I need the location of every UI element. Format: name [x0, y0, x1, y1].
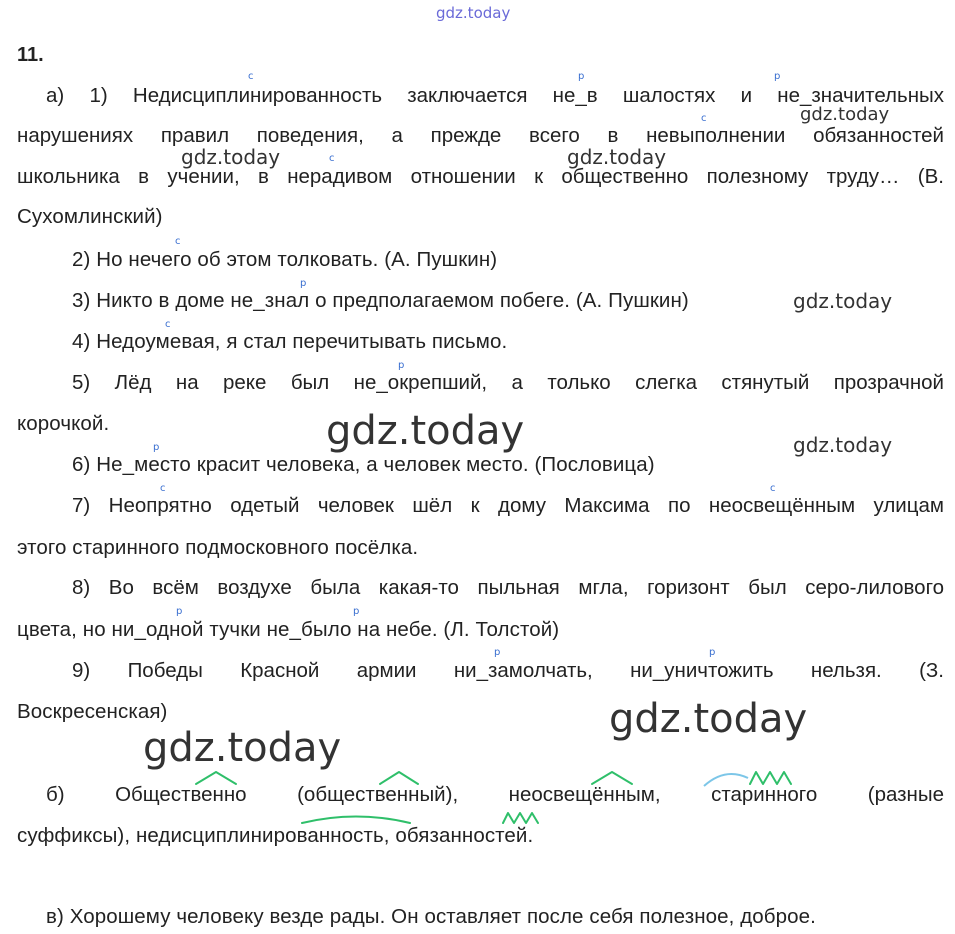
watermark: gdz.today — [800, 104, 890, 125]
ending-mark — [503, 813, 538, 823]
mark-s: с — [248, 71, 254, 82]
sentence-3: 3) Никто в доме не_знал о предполагаемом побеге. (А. Пушкин) — [72, 289, 689, 312]
mark-r: р — [176, 606, 183, 617]
sentence-8-line-1: 8) Во всём воздухе была какая-то пыльная мгла, горизонт был серо-лилового — [72, 576, 944, 599]
mark-r: р — [494, 647, 501, 658]
mark-r: р — [153, 442, 160, 453]
part-b-line-1: б) Общественно (общественный), неосвещённым, старинного (разные — [46, 783, 944, 806]
suffix-mark — [302, 817, 410, 824]
sentence-2: 2) Но нечего об этом толковать. (А. Пушкин) — [72, 248, 498, 271]
mark-r: р — [709, 647, 716, 658]
watermark: gdz.today — [793, 433, 893, 457]
watermark: gdz.today — [143, 725, 342, 771]
mark-r: р — [774, 71, 781, 82]
watermark: gdz.today — [436, 4, 511, 22]
sentence-8-line-2: цвета, но ни_одной тучки не_было на небе. (Л. Толстой) — [17, 618, 560, 641]
task-number: 11. — [17, 44, 44, 66]
sentence-6: 6) Не_место красит человека, а человек место. (Пословица) — [72, 453, 655, 476]
mark-r: р — [300, 278, 307, 289]
sentence-5-line-2: корочкой. — [17, 412, 110, 435]
mark-s: с — [160, 483, 166, 494]
watermark: gdz.today — [793, 289, 893, 313]
sentence-1-line-1: а) 1) Недисциплинированность заключается не_в шалостях и не_значительных — [46, 84, 944, 107]
watermark: gdz.today — [609, 696, 808, 742]
sentence-4: 4) Недоумевая, я стал перечитывать письмо. — [72, 330, 508, 353]
mark-s: с — [770, 483, 776, 494]
watermark: gdz.today — [567, 145, 667, 169]
sentence-9-line-1: 9) Победы Красной армии ни_замолчать, ни_уничтожить нельзя. (З. — [72, 659, 944, 682]
sentence-7-line-2: этого старинного подмосковного посёлка. — [17, 536, 419, 559]
sentence-7-line-1: 7) Неопрятно одетый человек шёл к дому Максима по неосвещённым улицам — [72, 494, 944, 517]
mark-s: с — [175, 236, 181, 247]
mark-r: р — [353, 606, 360, 617]
mark-s: с — [165, 319, 171, 330]
sentence-9-line-2: Воскресенская) — [17, 700, 168, 723]
mark-r: р — [578, 71, 585, 82]
mark-r: р — [398, 360, 405, 371]
sentence-5-line-1: 5) Лёд на реке был не_окрепший, а только слегка стянутый прозрачной — [72, 371, 944, 394]
sentence-1-line-4: Сухомлинский) — [17, 205, 163, 228]
part-b-line-2: суффиксы), недисциплинированность, обязанностей. — [17, 824, 534, 847]
part-c: в) Хорошему человеку везде рады. Он оставляет после себя полезное, доброе. — [46, 905, 816, 928]
mark-s: с — [701, 113, 707, 124]
sentence-1-line-2: нарушениях правил поведения, а прежде всего в невыполнении обязанностей — [17, 124, 944, 147]
mark-s: с — [329, 153, 335, 164]
sentence-1-line-3: школьника в учении, в нерадивом отношении к общественно полезному труду… (В. — [17, 165, 944, 188]
watermark: gdz.today — [181, 145, 281, 169]
watermark: gdz.today — [326, 408, 525, 454]
